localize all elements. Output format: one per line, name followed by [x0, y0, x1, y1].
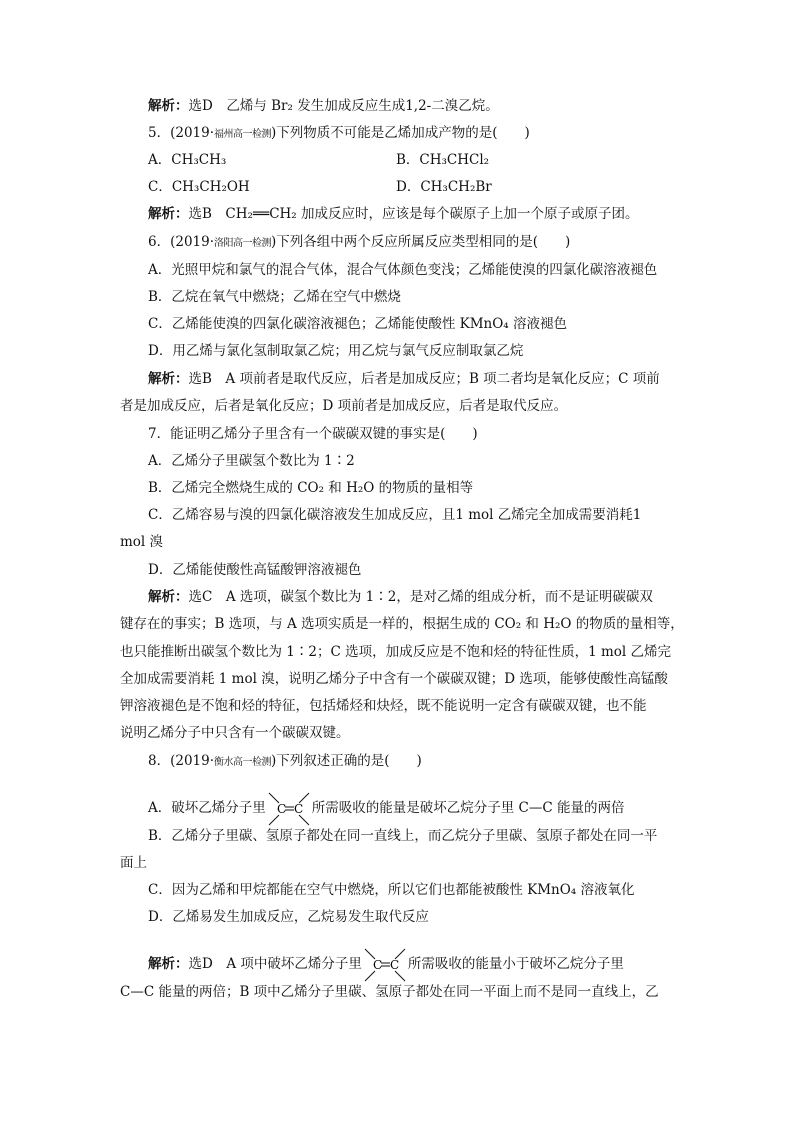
answer-5: 解析：选B CH₂══CH₂ 加成反应时，应该是每个碳原子上加一个原子或原子团。: [148, 206, 639, 222]
question-6: 6．(2019·洛阳高一检测)下列各组中两个反应所属反应类型相同的是( ): [148, 234, 571, 250]
question-7-option-d: D．乙烯能使酸性高锰酸钾溶液褪色: [148, 562, 362, 578]
question-8: 8．(2019·衡水高一检测)下列叙述正确的是( ): [148, 753, 422, 769]
answer-6-line-1: 解析：选B A 项前者是取代反应，后者是加成反应；B 项二者均是氧化反应；C 项前: [148, 371, 660, 387]
question-5: 5．(2019·福州高一检测)下列物质不可能是乙烯加成产物的是( ): [148, 125, 530, 141]
answer-7-line-6: 说明乙烯分子中只含有一个碳碳双键。: [120, 725, 350, 741]
question-5-option-c: C．CH₃CH₂OH: [148, 179, 250, 195]
answer-7-line-5: 钾溶液褪色是不饱和烃的特征，包括烯烃和炔烃，既不能说明一定含有碳碳双键，也不能: [120, 698, 647, 714]
question-6-option-c: C．乙烯能使溴的四氯化碳溶液褪色；乙烯能使酸性 KMnO₄ 溶液褪色: [148, 316, 567, 332]
question-6-option-a: A．光照甲烷和氯气的混合气体，混合气体颜色变浅；乙烯能使溴的四氯化碳溶液褪色: [148, 262, 658, 278]
double-bond-icon: [362, 947, 408, 983]
question-7-option-c-line-1: C．乙烯容易与溴的四氯化碳溶液发生加成反应，且1 mol 乙烯完全加成需要消耗1: [148, 507, 642, 523]
answer-6-line-2: 者是加成反应，后者是氧化反应；D 项前者是加成反应，后者是取代反应。: [120, 398, 568, 414]
question-7-option-b: B．乙烯完全燃烧生成的 CO₂ 和 H₂O 的物质的量相等: [148, 480, 474, 496]
answer-7-line-4: 全加成需要消耗 1 mol 溴，说明乙烯分子中含有一个碳碳双键；D 选项，能够使酸性高锰酸: [120, 671, 668, 687]
atom-label: C: [293, 801, 303, 816]
question-5-option-d: D．CH₃CH₂Br: [396, 179, 492, 195]
question-8-option-d: D．乙烯易发生加成反应，乙烷易发生取代反应: [148, 909, 429, 925]
question-8-option-a: A．破坏乙烯分子里 C C 所需吸收的能量是破坏乙烷分子里 C—C 能量的两倍: [148, 799, 625, 818]
question-5-option-a: A．CH₃CH₃: [148, 152, 227, 168]
answer-7-line-3: 也只能推断出碳氢个数比为 1∶2；C 选项，加成反应是不饱和烃的特征性质，1 mol 乙烯完: [120, 644, 672, 660]
question-7-option-a: A．乙烯分子里碳氢个数比为 1∶2: [148, 453, 355, 469]
double-bond-icon: [266, 791, 312, 827]
atom-label: C: [372, 957, 383, 972]
atom-label: C: [389, 957, 400, 972]
carbon-double-bond-structure: [266, 800, 312, 818]
question-6-option-b: B．乙烷在氧气中燃烧；乙烯在空气中燃烧: [148, 289, 401, 305]
question-8-option-b-line-2: 面上: [120, 855, 147, 871]
question-7-option-c-line-2: mol 溴: [120, 534, 164, 550]
question-7: 7．能证明乙烯分子里含有一个碳碳双键的事实是( ): [148, 426, 478, 442]
answer-7-line-1: 解析：选C A 选项，碳氢个数比为 1∶2，是对乙烯的组成分析，而不是证明碳碳双: [148, 589, 653, 605]
carbon-double-bond-structure: [362, 956, 408, 974]
question-8-option-c: C．因为乙烯和甲烷都能在空气中燃烧，所以它们也都能被酸性 KMnO₄ 溶液氧化: [148, 882, 635, 898]
answer-8-line-1: 解析：选D A 项中破坏乙烯分子里 C C 所需吸收的能量小于破坏乙烷分子里: [148, 955, 624, 974]
question-6-option-d: D．用乙烯与氯化氢制取氯乙烷；用乙烷与氯气反应制取氯乙烷: [148, 343, 524, 359]
question-8-option-b-line-1: B．乙烯分子里碳、氢原子都处在同一直线上，而乙烷分子里碳、氢原子都处在同一平: [148, 828, 658, 844]
atom-label: C: [276, 801, 286, 816]
answer-8-line-2: C—C 能量的两倍；B 项中乙烯分子里碳、氢原子都处在同一平面上而不是同一直线上，乙: [120, 984, 659, 1000]
question-5-option-b: B．CH₃CHCl₂: [396, 152, 490, 168]
answer-7-line-2: 键存在的事实；B 选项，与 A 选项实质是一样的，根据生成的 CO₂ 和 H₂O 的物质的量相等，: [120, 616, 684, 632]
answer-4: 解析：选D 乙烯与 Br₂ 发生加成反应生成1,2-二溴乙烷。: [148, 98, 499, 114]
